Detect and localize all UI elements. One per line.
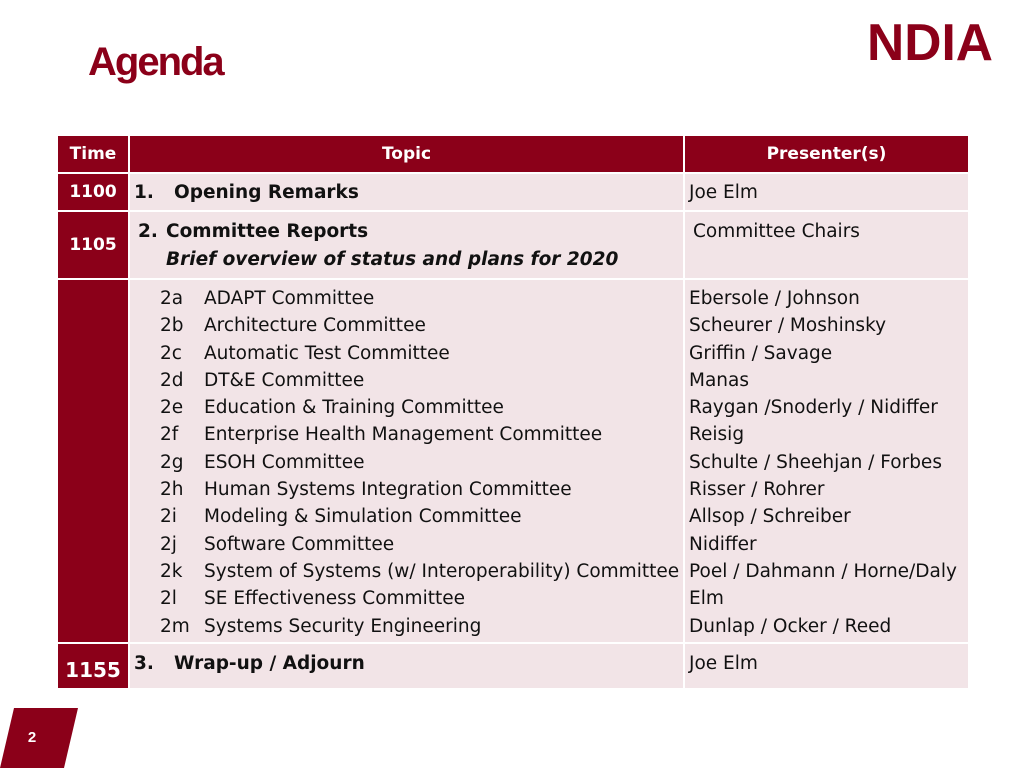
- topic-cell: [129, 211, 684, 279]
- item-number: 3.: [134, 653, 154, 674]
- list-item: [160, 613, 683, 640]
- item-name: Modeling & Simulation Committee: [204, 506, 522, 528]
- item-code: 2h: [160, 479, 184, 501]
- item-name: Automatic Test Committee: [204, 342, 450, 364]
- agenda-row-committee-reports: [57, 211, 969, 279]
- item-name: Software Committee: [204, 533, 395, 555]
- topic-title: Wrap-up / Adjourn: [174, 653, 365, 674]
- item-name: ADAPT Committee: [204, 288, 375, 309]
- presenter-name: Ebersole / Johnson: [689, 288, 860, 309]
- time-cell: 1105: [57, 211, 129, 279]
- header-row: [57, 135, 969, 173]
- topic-subtitle: Brief overview of status and plans for 2020: [166, 249, 619, 270]
- list-item: [160, 585, 683, 612]
- item-name: Human Systems Integration Committee: [204, 479, 572, 501]
- list-item: [160, 421, 683, 448]
- list-item: [160, 503, 683, 530]
- presenter-name: Committee Chairs: [693, 221, 860, 242]
- agenda-table: [56, 134, 970, 690]
- item-name: ESOH Committee: [204, 451, 365, 473]
- list-item: [160, 476, 683, 503]
- committee-list-cell: [129, 279, 684, 643]
- item-name: Systems Security Engineering: [204, 615, 482, 637]
- item-code: 2f: [160, 424, 179, 446]
- item-code: 2b: [160, 315, 184, 337]
- header-time: Time: [57, 135, 129, 173]
- item-name: DT&E Committee: [204, 369, 365, 391]
- item-code: 2i: [160, 506, 177, 528]
- item-code: 2m: [160, 615, 190, 637]
- presenter-list: [685, 280, 968, 640]
- item-code: 2j: [160, 533, 177, 555]
- presenter-cell: [684, 211, 969, 279]
- committee-presenters-cell: [684, 279, 969, 643]
- item-code: 2k: [160, 560, 183, 582]
- item-code: 2d: [160, 369, 184, 391]
- item-code: 2c: [160, 342, 182, 364]
- list-item: [160, 394, 683, 421]
- topic-cell: [129, 643, 684, 689]
- presenter-name: Nidiffer: [689, 533, 757, 555]
- item-name: Architecture Committee: [204, 315, 426, 337]
- committee-list: [130, 280, 683, 640]
- item-name: SE Effectiveness Committee: [204, 588, 465, 610]
- presenter-name: Allsop / Schreiber: [689, 506, 851, 528]
- presenter-name: Griffin / Savage: [689, 342, 833, 364]
- list-item: [160, 449, 683, 476]
- presenter-name: Scheurer / Moshinsky: [689, 315, 887, 337]
- list-item: [160, 340, 683, 367]
- presenter-name: Dunlap / Ocker / Reed: [689, 615, 892, 637]
- topic-title: Opening Remarks: [174, 182, 359, 203]
- presenter-name: Raygan /Snoderly / Nidiffer: [689, 397, 938, 419]
- presenter-name: Schulte / Sheehjan / Forbes: [689, 451, 942, 473]
- item-number: 2.: [138, 221, 158, 242]
- header-topic: Topic: [129, 135, 684, 173]
- list-item: [160, 531, 683, 558]
- presenter-name: Manas: [689, 369, 749, 391]
- list-item: [160, 558, 683, 585]
- time-cell: 1100: [57, 173, 129, 211]
- topic-title: Committee Reports: [166, 221, 369, 242]
- presenter-cell: [684, 643, 969, 689]
- presenter-cell: [684, 173, 969, 211]
- presenter-name: Risser / Rohrer: [689, 479, 825, 501]
- item-number: 1.: [134, 182, 154, 203]
- item-code: 2e: [160, 397, 184, 419]
- item-name: System of Systems (w/ Interoperability) Committee: [204, 560, 680, 582]
- list-item: [160, 367, 683, 394]
- presenter-name: Poel / Dahmann / Horne/Daly: [689, 560, 957, 582]
- item-code: 2a: [160, 288, 184, 309]
- list-item: [160, 285, 683, 312]
- ndia-logo: [866, 16, 994, 64]
- logo-text: NDIA: [867, 16, 993, 64]
- agenda-row-committee-list: [57, 279, 969, 643]
- time-cell: 1155: [57, 643, 129, 689]
- item-name: Education & Training Committee: [204, 397, 504, 419]
- presenter-name: Joe Elm: [689, 182, 758, 203]
- topic-cell: [129, 173, 684, 211]
- presenter-name: Reisig: [689, 424, 745, 446]
- page-number: 2: [27, 729, 37, 746]
- item-name: Enterprise Health Management Committee: [204, 424, 603, 446]
- page-title: Agenda: [88, 40, 223, 84]
- agenda-row-wrap-up: [57, 643, 969, 689]
- presenter-name: Joe Elm: [689, 653, 758, 674]
- time-cell: [57, 279, 129, 643]
- header-presenters: Presenter(s): [684, 135, 969, 173]
- list-item: [160, 312, 683, 339]
- agenda-row-opening: [57, 173, 969, 211]
- item-code: 2g: [160, 451, 184, 473]
- presenter-name: Elm: [689, 588, 724, 610]
- item-code: 2l: [160, 588, 177, 610]
